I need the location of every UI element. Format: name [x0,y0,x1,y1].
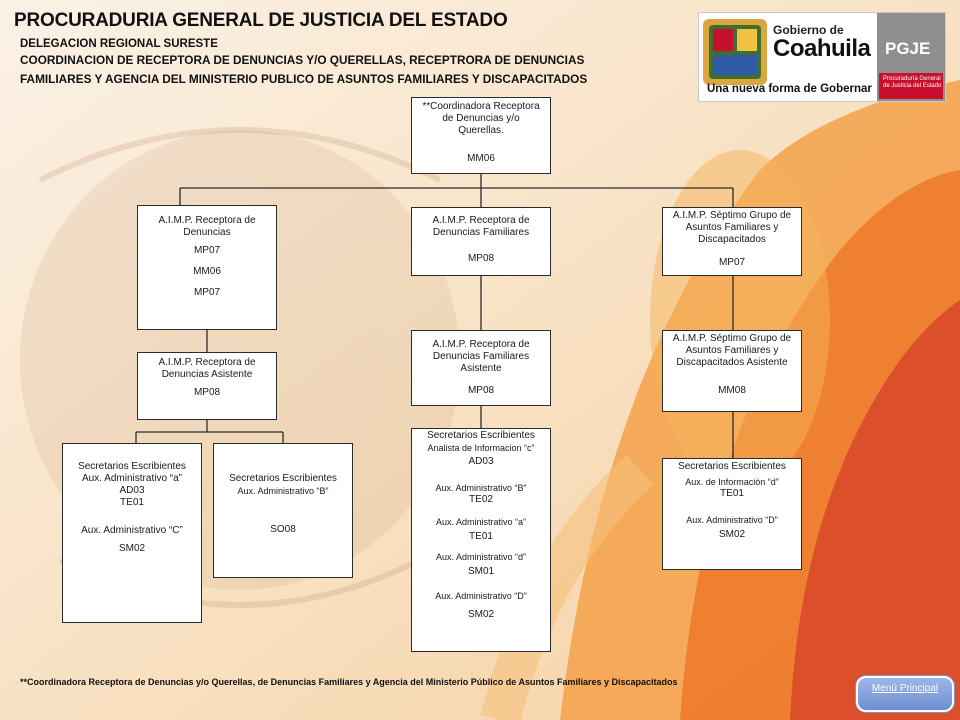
box-septimo-grupo [662,207,802,276]
box-secretarios-a [62,443,202,623]
sec-c-line-1: Secretarios Escribientes [427,430,535,441]
sec-c-line-5: Aux. Administrativo “d” [435,552,527,562]
sec-a-code-1: AD03 [119,485,145,496]
sec-a-line-3: Aux. Administrativo “C” [81,525,183,536]
box-septimo-asistente [662,330,802,412]
sec-b-line-2: Aux. Administrativo “B” [237,486,329,496]
sec-c-code-5: SM02 [467,609,495,620]
box-receptora [137,205,277,330]
sec-c-line-3: Aux. Administrativo “B” [435,483,527,493]
sec-c-code-2: TE02 [469,494,493,505]
septimo-asist-line-2: Asuntos Familiares y [685,345,779,356]
septimo-line-1: A.I.M.P. Séptimo Grupo de [672,210,792,221]
coord-line-2: de Denuncias y/o [442,113,520,124]
receptora-asist-line-2: Denuncias Asistente [161,369,253,380]
receptora-code-1: MP07 [193,245,221,256]
delegation-subtitle: DELEGACION REGIONAL SURESTE [20,38,218,50]
box-secretarios-b [213,443,353,578]
page-title: PROCURADURIA GENERAL DE JUSTICIA DEL ESTADO [14,10,508,31]
logo-pgje-sub1: Procuraduría General [883,76,941,82]
sec-a-code-2: TE01 [120,497,144,508]
familiares-asist-line-1: A.I.M.P. Receptora de [432,339,530,350]
familiares-code: MP08 [467,253,495,264]
coord-line-1: **Coordinadora Receptora [422,101,540,112]
septimo-asist-line-1: A.I.M.P. Séptimo Grupo de [672,333,792,344]
menu-principal-button[interactable]: Menú Principal [856,676,954,712]
sec-c-line-4: Aux. Administrativo “a” [435,517,527,527]
sec-a-line-2: Aux. Administrativo “a” [81,473,183,484]
sec-c-code-3: TE01 [469,531,493,542]
receptora-line-2: Denuncias [183,227,231,238]
familiares-asist-line-2: Denuncias Familiares [432,351,530,362]
sec-b-code: SO08 [270,524,296,535]
box-receptora-asistente [137,352,277,420]
septimo-code: MP07 [718,257,746,268]
septimo-asist-code: MM08 [718,385,746,396]
box-coordinadora [411,97,551,174]
receptora-asist-line-1: A.I.M.P. Receptora de [158,357,256,368]
coord-code: MM06 [467,153,495,164]
septimo-asist-line-3: Discapacitados Asistente [676,357,788,368]
logo-coahuila-text: Coahuila [773,35,871,62]
sec-b-line-1: Secretarios Escribientes [229,473,337,484]
sec-c-code-1: AD03 [468,456,494,467]
sec-d-line-3: Aux. Administrativo “D” [686,515,778,525]
receptora-code-3: MP07 [193,287,221,298]
sec-d-code-1: TE01 [720,488,744,499]
sec-c-line-2: Analista de Informacion “c” [427,443,535,453]
familiares-asist-code: MP08 [467,385,495,396]
sec-d-line-1: Secretarios Escribientes [678,461,786,472]
box-familiares [411,207,551,276]
sec-a-code-3: SM02 [118,543,146,554]
box-secretarios-c [411,428,551,652]
coordination-line-1: COORDINACION DE RECEPTORA DE DENUNCIAS Y/O QUERELLAS, RECEPTRORA DE DENUNCIAS [20,53,585,67]
sec-d-line-2: Aux. de Información “d” [685,477,779,487]
logo-pgje-sub2: de Justicia del Estado [883,83,942,89]
familiares-line-1: A.I.M.P. Receptora de [432,215,530,226]
septimo-line-3: Discapacitados [698,234,766,245]
familiares-asist-line-3: Asistente [460,363,502,374]
septimo-line-2: Asuntos Familiares y [685,222,779,233]
receptora-code-2: MM06 [193,266,221,277]
box-secretarios-d [662,458,802,570]
sec-a-line-1: Secretarios Escribientes [78,461,186,472]
logo-pgje-text: PGJE [885,39,931,58]
receptora-line-1: A.I.M.P. Receptora de [158,215,256,226]
coord-line-3: Querellas. [458,125,504,136]
sec-c-code-4: SM01 [467,566,495,577]
sec-c-line-6: Aux. Administrativo “D” [435,591,527,601]
sec-d-code-2: SM02 [718,529,746,540]
logo-slogan: Una nueva forma de Gobernar [707,83,872,95]
footnote: **Coordinadora Receptora de Denuncias y/o Querellas, de Denuncias Familiares y Agencia del Ministerio Público de Asuntos Familiares y Discapacitados [20,677,678,687]
logo-gobierno-text: Gobierno de [773,23,844,37]
familiares-line-2: Denuncias Familiares [432,227,530,238]
box-familiares-asistente [411,330,551,406]
coordination-line-2: FAMILIARES Y AGENCIA DEL MINISTERIO PUBLICO DE ASUNTOS FAMILIARES Y DISCAPACITADOS [20,72,588,86]
receptora-asist-code: MP08 [193,387,221,398]
